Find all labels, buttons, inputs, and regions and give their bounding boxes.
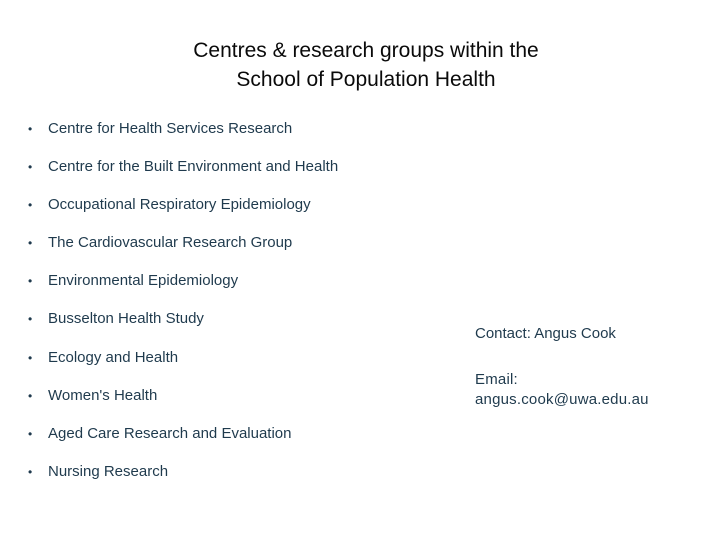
title-line-2: School of Population Health bbox=[236, 68, 496, 91]
title-line-1: Centres & research groups within the bbox=[193, 39, 539, 62]
group-label: Women's Health bbox=[48, 386, 158, 404]
group-label: Nursing Research bbox=[48, 462, 169, 480]
contact-block bbox=[475, 324, 705, 410]
bullet-icon: • bbox=[28, 312, 33, 327]
group-label: Ecology and Health bbox=[48, 348, 179, 366]
group-label: Centre for the Built Environment and Health bbox=[48, 158, 339, 176]
bullet-icon: • bbox=[28, 160, 33, 175]
bullet-icon: • bbox=[28, 236, 33, 251]
bullet-icon: • bbox=[28, 274, 33, 289]
bullet-icon: • bbox=[28, 388, 33, 403]
email-label: Email: bbox=[475, 371, 518, 388]
group-label: Occupational Respiratory Epidemiology bbox=[48, 196, 311, 214]
group-label: The Cardiovascular Research Group bbox=[48, 234, 293, 252]
bullet-icon: • bbox=[28, 426, 33, 441]
email-address[interactable]: angus.cook@uwa.edu.au bbox=[475, 391, 649, 408]
contact-name: Contact: Angus Cook bbox=[475, 325, 616, 342]
bullet-icon: • bbox=[28, 198, 33, 213]
group-label: Aged Care Research and Evaluation bbox=[48, 424, 292, 442]
bullet-icon: • bbox=[28, 122, 33, 136]
bullet-icon: • bbox=[28, 464, 33, 479]
group-label: Centre for Health Services Research bbox=[48, 120, 293, 137]
bullet-icon: • bbox=[28, 350, 33, 365]
group-label: Busselton Health Study bbox=[48, 310, 204, 328]
group-label: Environmental Epidemiology bbox=[48, 272, 239, 290]
slide-title bbox=[60, 36, 672, 94]
